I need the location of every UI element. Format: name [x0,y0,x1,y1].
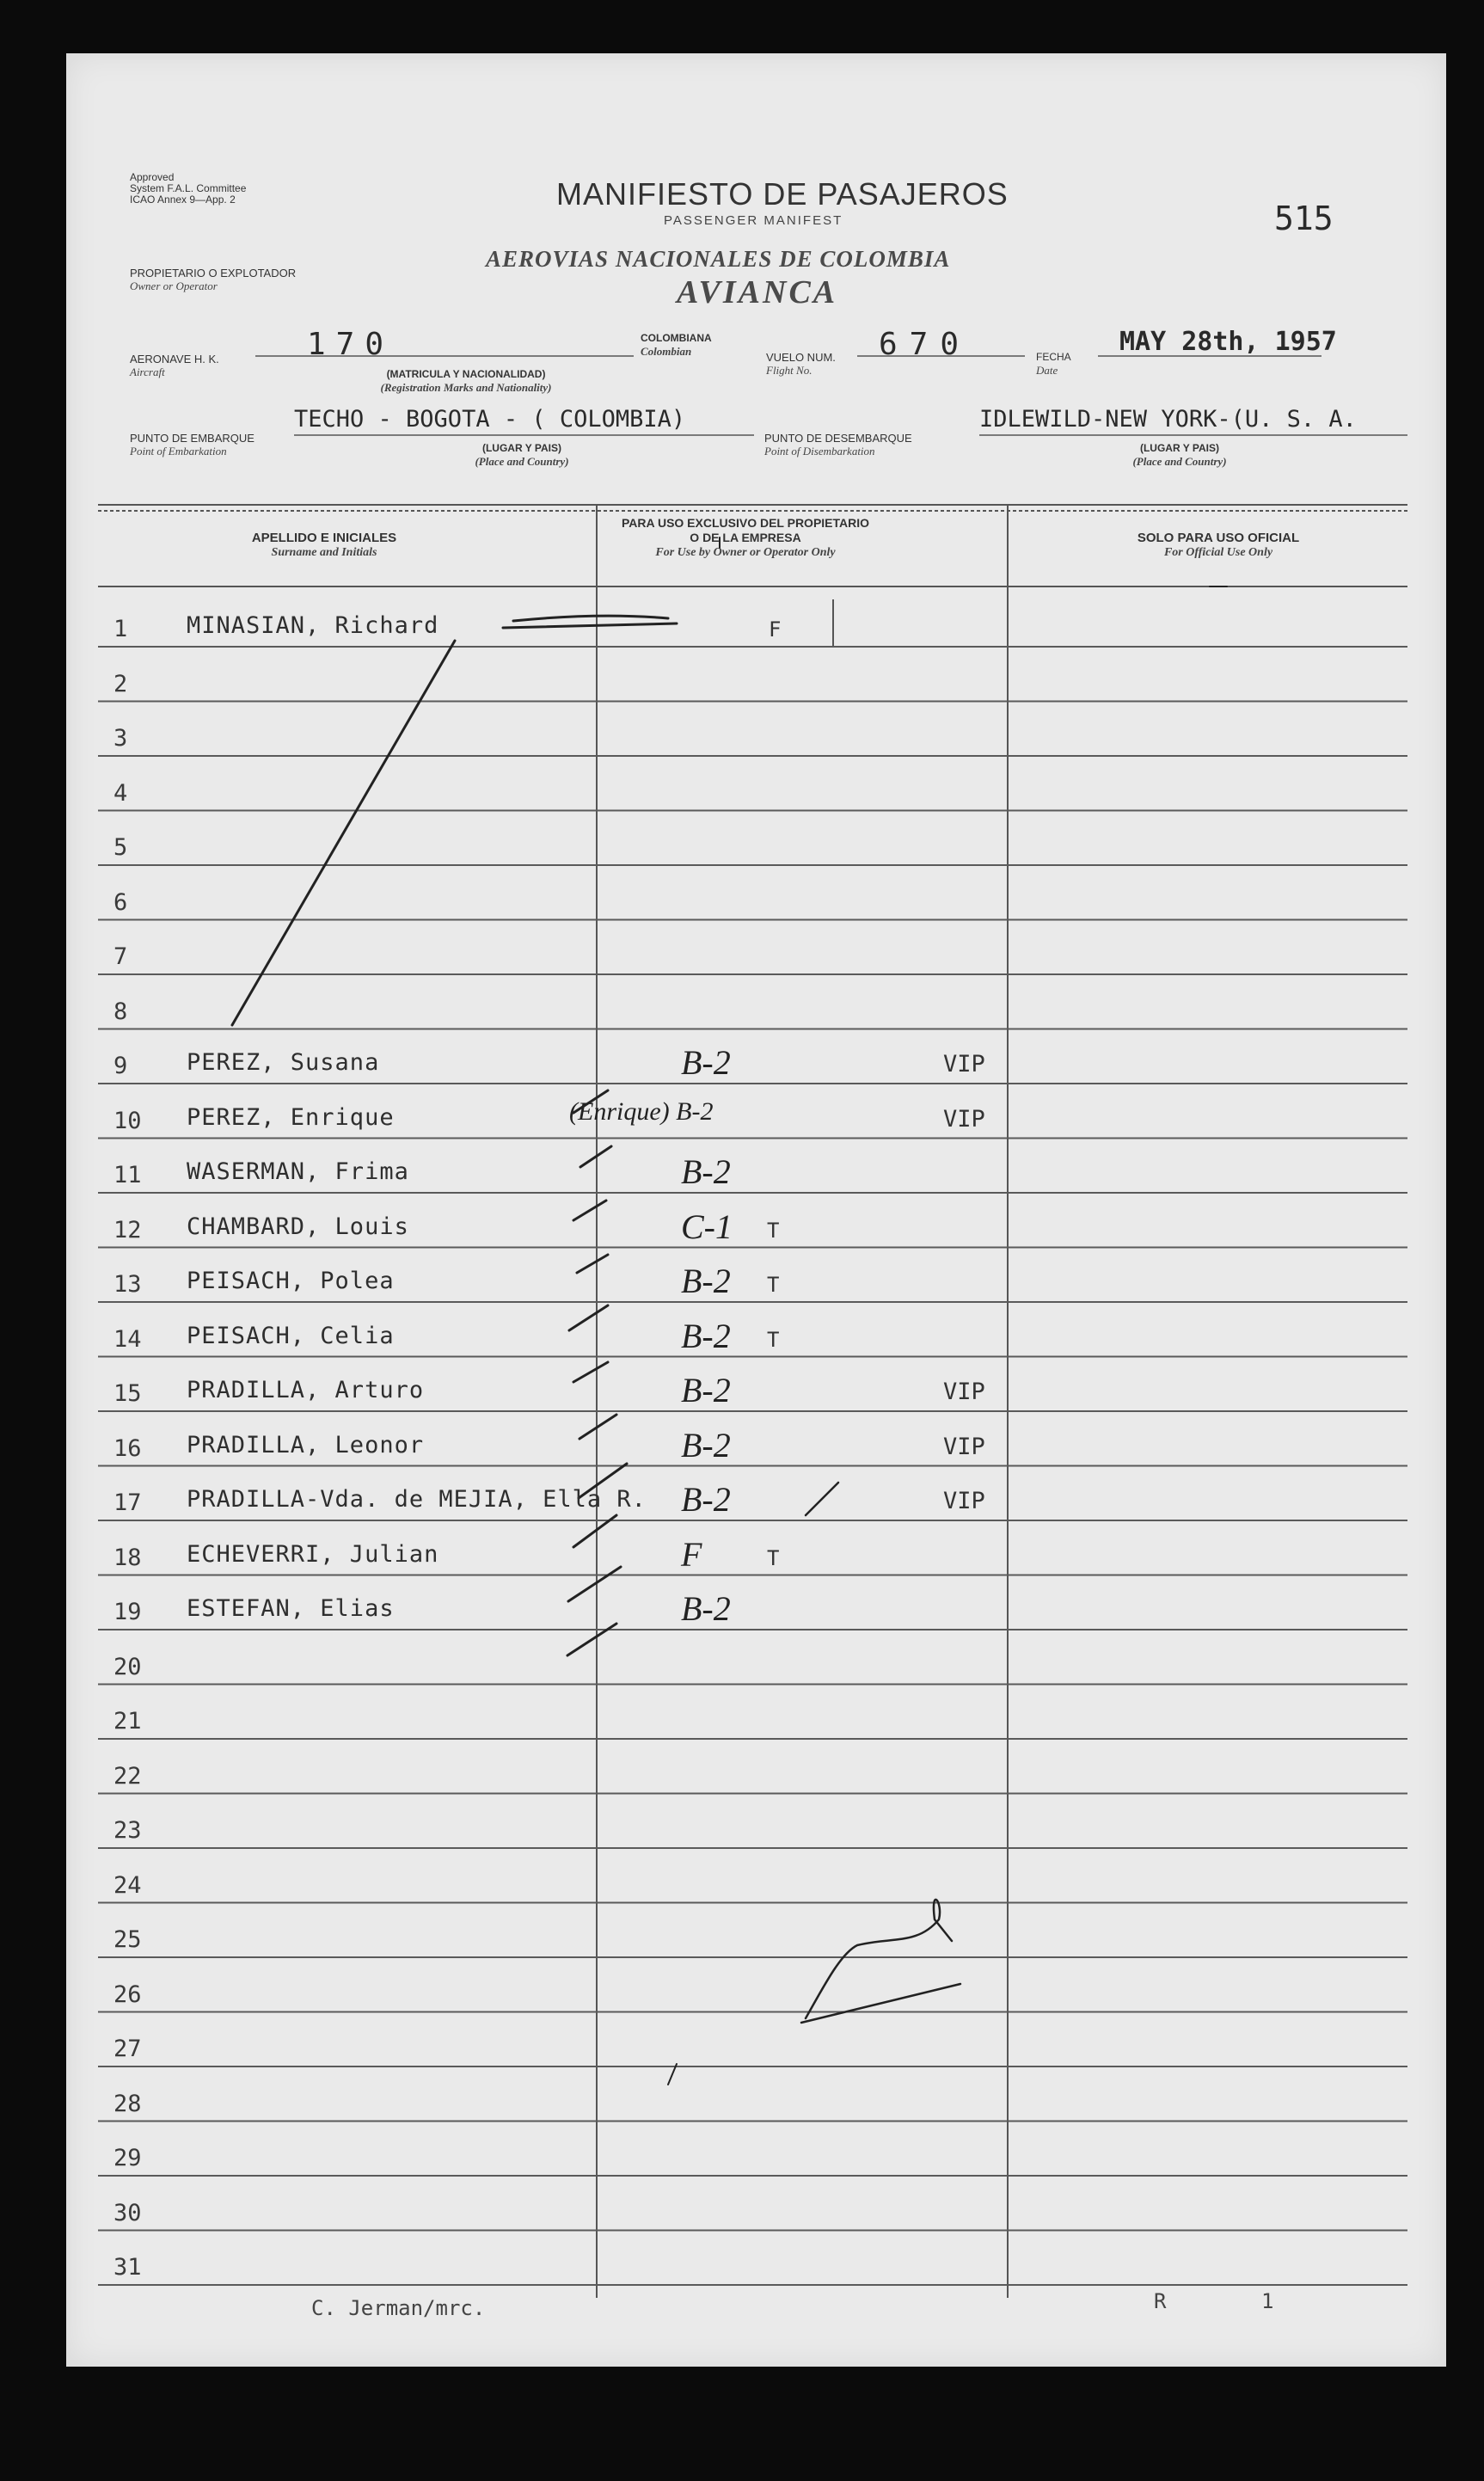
owner-use-header-es: PARA USO EXCLUSIVO DEL PROPIETARIO O DE LA EMPRESA [621,516,870,544]
row-number: 10 [113,1107,142,1134]
visa-class: B-2 [681,1043,731,1082]
table-row [66,1371,1446,1411]
vip-flag: VIP [943,1379,985,1405]
row-number: 27 [113,2036,142,2062]
passenger-name: PEREZ, Enrique [187,1103,395,1131]
table-row [66,2087,1446,2122]
registration-label-es: (MATRICULA Y NACIONALIDAD) [386,368,546,380]
table-row [66,1704,1446,1739]
table-row [66,2251,1446,2285]
row-number: 18 [113,1544,142,1571]
table-row [66,1650,1446,1685]
passenger-name: MINASIAN, Richard [187,612,439,639]
row-number: 20 [113,1653,142,1680]
approval-line-2: System F.A.L. Committee [130,182,247,194]
row-number: 25 [113,1926,142,1953]
approval-line-3: ICAO Annex 9—App. 2 [130,193,236,206]
row-number: 29 [113,2145,142,2171]
row-mark: T [767,1273,780,1297]
airline-brand: AVIANCA [677,274,838,310]
row-number: 28 [113,2090,142,2117]
visa-class: B-2 [681,1152,731,1191]
passenger-name: PRADILLA-Vda. de MEJIA, Ella R. [187,1486,647,1513]
row-mark: F [769,617,782,642]
table-row [66,1096,1446,1139]
vip-flag: VIP [943,1433,985,1460]
row-number: 19 [113,1599,142,1625]
date-value: MAY 28th, 1957 [1119,327,1337,357]
footer-mark-r: R [1154,2289,1167,2313]
visa-class: B-2 [681,1371,731,1409]
airline-name: AEROVIAS NACIONALES DE COLOMBIA [486,246,951,272]
row-mark: T [767,1545,780,1570]
embark-place-label-en: (Place and Country) [475,455,569,468]
visa-class: F [681,1534,702,1574]
aircraft-label-es: AERONAVE H. K. [130,353,219,365]
visa-class: B-2 [681,1589,731,1628]
table-row [66,2032,1446,2066]
date-label-es: FECHA [1036,351,1071,363]
visa-class: B-2 [681,1480,731,1519]
official-header-en: For Official Use Only [1163,546,1273,559]
row-number: 1 [113,616,128,642]
row-number: 4 [113,779,128,807]
row-number: 31 [113,2254,142,2281]
row-number: 26 [113,1981,142,2008]
flight-label-en: Flight No. [766,364,813,377]
row-number: 7 [113,943,128,970]
passenger-name: PEISACH, Polea [187,1268,395,1294]
visa-class: C-1 [681,1207,733,1246]
row-number: 22 [113,1762,142,1790]
passenger-name: CHAMBARD, Louis [187,1213,409,1240]
embark-place-label-es: (LUGAR Y PAIS) [481,442,561,454]
aircraft-value: 170 [307,327,395,362]
page-number: 515 [1274,200,1334,237]
row-number: 12 [113,1216,142,1244]
table-row [66,612,1446,647]
passenger-name: WASERMAN, Frima [187,1158,409,1185]
footer-number: 1 [1261,2289,1274,2313]
visa-class: (Enrique) B-2 [569,1096,714,1126]
table-row [66,940,1446,974]
passenger-name: PEREZ, Susana [187,1049,380,1076]
row-number: 11 [113,1162,142,1188]
passenger-name: ESTEFAN, Elias [187,1595,395,1622]
disembark-label-es: PUNTO DE DESEMBARQUE [764,432,912,445]
table-row [66,1759,1446,1794]
table-row [66,1425,1446,1466]
table-row [66,1316,1446,1357]
disembark-value: IDLEWILD-NEW YORK-(U. S. A. [979,406,1357,433]
row-number: 13 [113,1271,142,1298]
owner-label-en: Owner or Operator [130,279,218,292]
manifest-sheet [66,53,1446,2367]
table-row [66,1923,1446,1957]
embark-value: TECHO - BOGOTA - ( COLOMBIA) [294,406,686,433]
row-mark: T [767,1218,780,1243]
table-row [66,1262,1446,1302]
table-row [66,1152,1446,1193]
row-number: 16 [113,1434,142,1462]
flight-label-es: VUELO NUM. [766,351,836,364]
row-number: 15 [113,1380,142,1407]
table-row [66,1207,1446,1248]
nationality-label-es: COLOMBIANA [641,332,712,344]
row-number: 8 [113,998,128,1025]
aircraft-label-en: Aircraft [130,365,165,378]
surname-header-en: Surname and Initials [271,546,377,559]
row-number: 5 [113,834,128,861]
row-number: 30 [113,2199,142,2226]
table-row [66,1043,1446,1084]
disembark-label-en: Point of Disembarkation [764,445,875,458]
embark-label-es: PUNTO DE EMBARQUE [130,432,254,445]
row-number: 3 [113,725,128,752]
passenger-name: PEISACH, Celia [187,1322,395,1349]
manifest-subtitle: PASSENGER MANIFEST [664,213,843,228]
disembark-place-label-en: (Place and Country) [1132,455,1227,468]
row-mark: T [767,1327,780,1352]
passenger-name: PRADILLA, Arturo [187,1377,425,1403]
table-row [66,995,1446,1029]
surname-header-es: APELLIDO E INICIALES [251,531,397,545]
official-header-es: SOLO PARA USO OFICIAL [1137,531,1300,545]
table-row [66,1534,1446,1575]
owner-label-es: PROPIETARIO O EXPLOTADOR [130,267,297,279]
table-row [66,777,1446,811]
manifest-title: MANIFIESTO DE PASAJEROS [556,176,1009,212]
visa-class: B-2 [681,1262,731,1300]
registration-label-en: (Registration Marks and Nationality) [380,381,552,394]
row-number: 23 [113,1817,142,1844]
table-row [66,2141,1446,2176]
manifest-table-rules [66,53,1446,2367]
table-row [66,1869,1446,1903]
vip-flag: VIP [943,1105,985,1133]
row-number: 2 [113,670,128,697]
row-number: 6 [113,888,128,916]
table-row [66,1480,1446,1520]
footer-signer: C. Jerman/mrc. [311,2296,486,2320]
table-row [66,2196,1446,2231]
table-row [66,1814,1446,1848]
table-row [66,886,1446,920]
passenger-name: ECHEVERRI, Julian [187,1540,439,1568]
owner-use-header-en: For Use by Owner or Operator Only [655,546,836,559]
vip-flag: VIP [943,1488,985,1514]
row-number: 17 [113,1489,142,1516]
visa-class: B-2 [681,1316,731,1355]
date-label-en: Date [1036,364,1058,377]
row-number: 21 [113,1708,142,1735]
flight-value: 670 [879,327,972,362]
vip-flag: VIP [943,1051,985,1078]
disembark-place-label-es: (LUGAR Y PAIS) [1139,442,1219,454]
visa-class: B-2 [681,1425,731,1465]
table-row [66,1978,1446,2012]
approval-line-1: Approved [130,171,175,183]
nationality-label-en: Colombian [641,345,692,358]
table-row [66,1589,1446,1630]
row-number: 24 [113,1871,142,1899]
table-row [66,831,1446,865]
row-number: 9 [113,1053,128,1079]
table-row [66,722,1446,756]
passenger-name: PRADILLA, Leonor [187,1431,425,1459]
row-number: 14 [113,1325,142,1353]
table-row [66,667,1446,702]
embark-label-en: Point of Embarkation [130,445,227,458]
